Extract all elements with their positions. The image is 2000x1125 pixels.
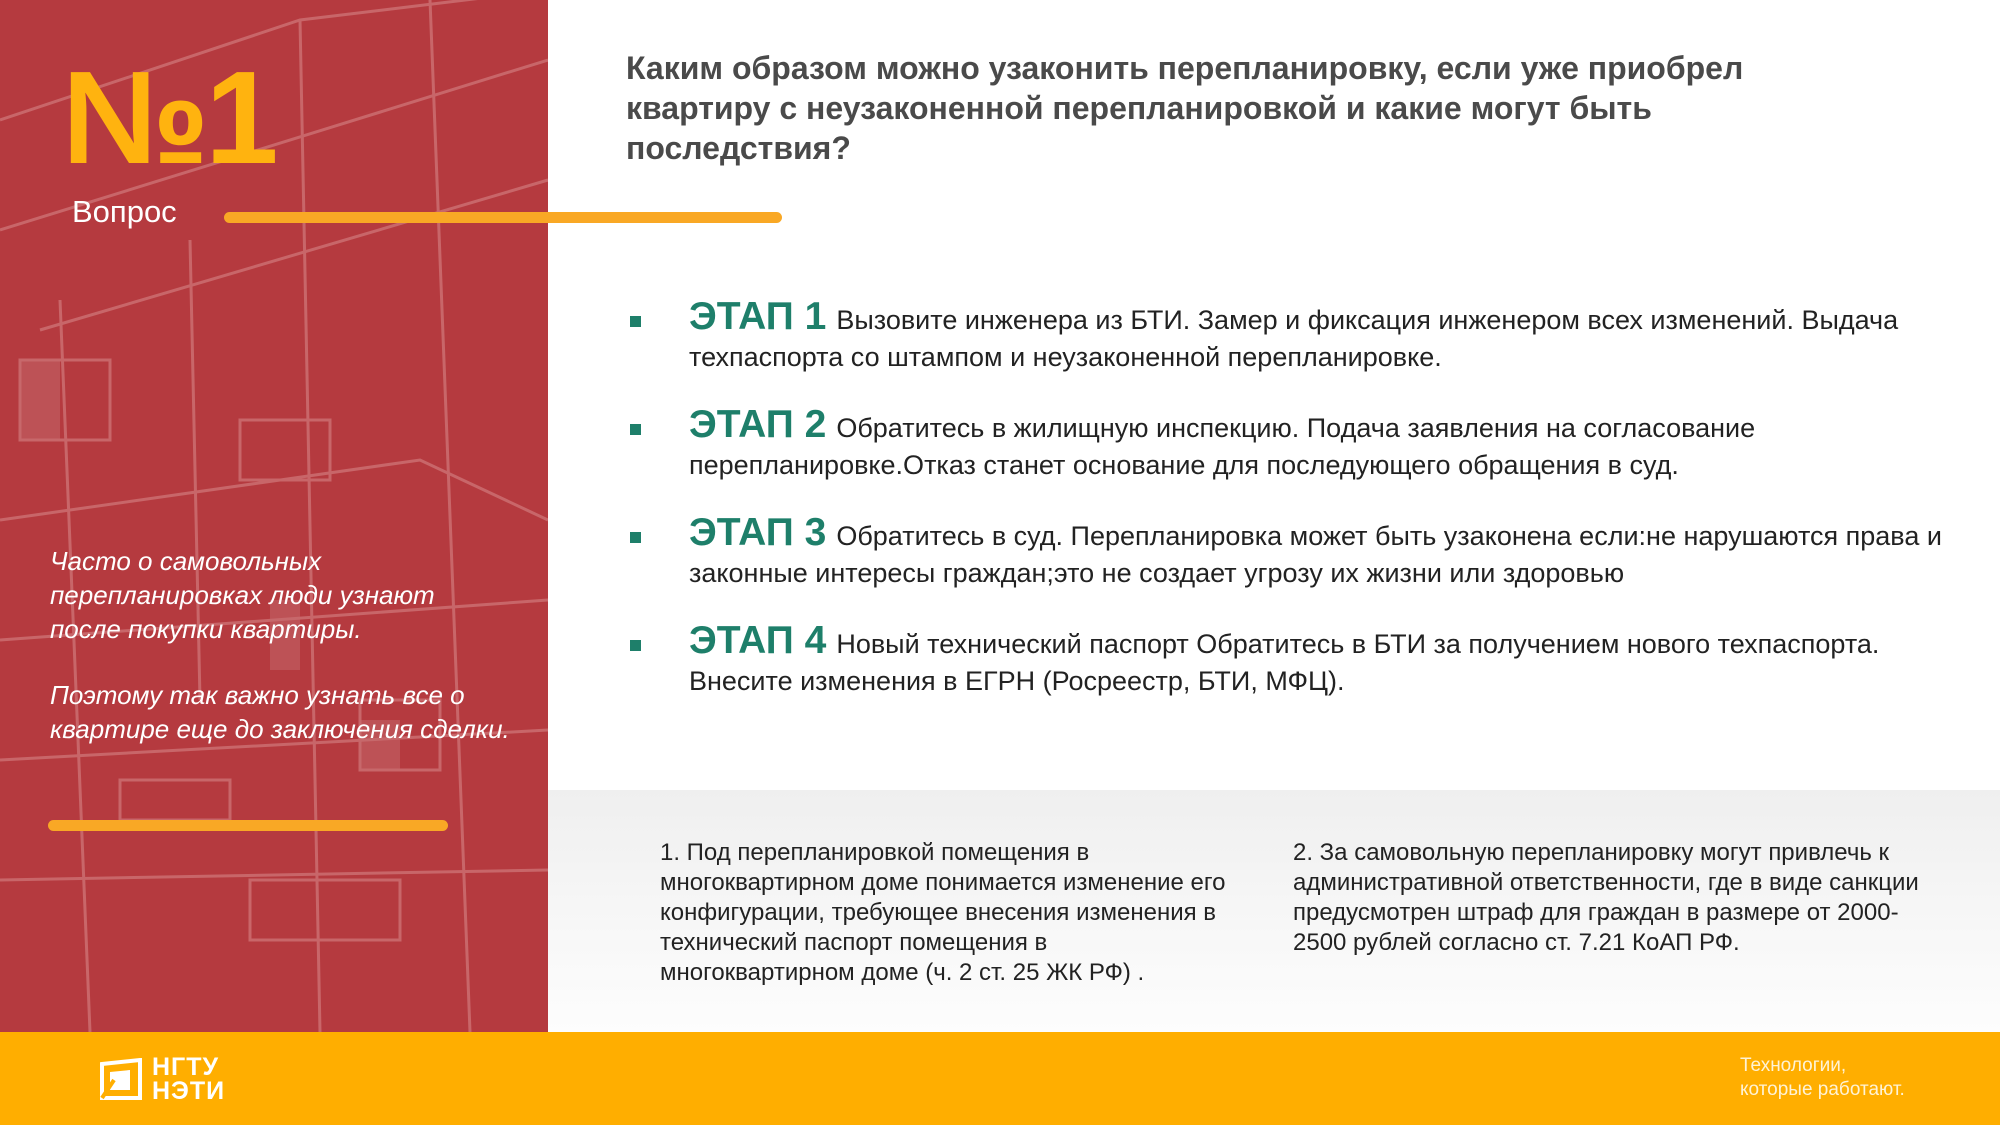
step-label: ЭТАП 1 [689, 295, 827, 338]
step-label: ЭТАП 2 [689, 403, 827, 446]
headline: Каким образом можно узаконить перепланировку, если уже приобрел квартиру с неузаконенной перепланировкой и какие могут быть последствия? [626, 50, 1744, 166]
step-item [630, 295, 1960, 376]
left-panel [0, 0, 548, 1032]
footnotes-panel [548, 790, 2000, 1032]
side-divider-line [48, 820, 448, 831]
tagline-line-2: которые работают. [1740, 1079, 1905, 1100]
step-text: Обратитесь в суд. Перепланировка может быть узаконена если:не нарушаются права и законные интересы граждан;это не создает угрозу их жизни или здоровью [689, 521, 1942, 588]
square-bullet-icon [630, 316, 641, 327]
side-note [50, 544, 510, 778]
square-bullet-icon [630, 424, 641, 435]
footer-bar [0, 1032, 2000, 1125]
step-text: Новый технический паспорт Обратитесь в БТИ за получением нового техпаспорта. Внесите изменения в ЕГРН (Росреестр, БТИ, МФЦ). [689, 629, 1880, 696]
logo-text-line-1: НГТУ [152, 1053, 220, 1081]
step-item [630, 619, 1960, 700]
tagline [1740, 1054, 1905, 1102]
title-divider-line [224, 212, 782, 223]
logo-mark-icon [100, 1058, 142, 1100]
step-label: ЭТАП 4 [689, 619, 827, 662]
footnote-1: 1. Под перепланировкой помещения в многоквартирном доме понимается изменение его конфигурации, требующее внесения изменения в технический паспорт помещения в многоквартирном доме (ч. 2 ст. 25 ЖК РФ) . [660, 839, 1226, 986]
question-label: Вопрос [72, 194, 177, 229]
step-text: Вызовите инженера из БТИ. Замер и фиксация инженером всех изменений. Выдача техпаспорта со штампом и неузаконенной перепланировке. [689, 305, 1899, 372]
side-note-paragraph-1: Часто о самовольных перепланировках люди узнают после покупки квартиры. [50, 546, 435, 644]
question-number: №1 [62, 44, 275, 191]
steps-list [630, 295, 1960, 730]
step-label: ЭТАП 3 [689, 511, 827, 554]
step-item [630, 403, 1960, 484]
square-bullet-icon [630, 532, 641, 543]
step-text: Обратитесь в жилищную инспекцию. Подача заявления на согласование перепланировке.Отказ станет основание для последующего обращения в суд. [689, 413, 1756, 480]
logo-text-line-2: НЭТИ [152, 1077, 226, 1105]
step-item [630, 511, 1960, 592]
side-note-paragraph-2: Поэтому так важно узнать все о квартире еще до заключения сделки. [50, 680, 510, 744]
square-bullet-icon [630, 640, 641, 651]
footnote-2: 2. За самовольную перепланировку могут привлечь к административной ответственности, где в виде санкции предусмотрен штраф для граждан в размере от 2000-2500 рублей согласно ст. 7.21 КоАП РФ. [1293, 839, 1919, 956]
university-logo [100, 1054, 225, 1104]
tagline-line-1: Технологии, [1740, 1055, 1847, 1076]
